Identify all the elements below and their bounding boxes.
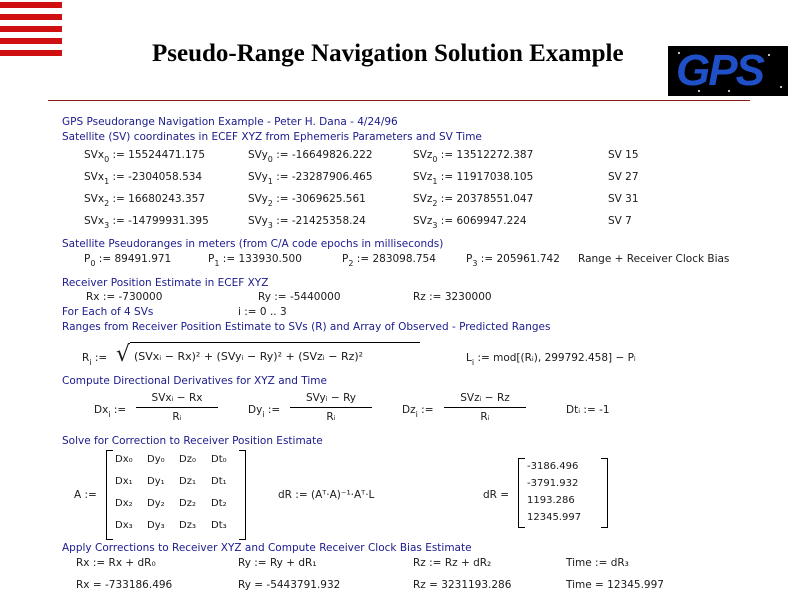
sv-z-name: SVz [413,215,433,227]
receiver-heading: Receiver Position Estimate in ECEF XYZ [62,277,269,289]
sv-z-index: 3 [432,221,438,230]
pseudorange-value: := 89491.971 [98,253,172,265]
derivative-index: i [415,410,418,419]
a-matrix-cell: Dz₃ [179,520,196,531]
correction-ry: Ry := Ry + dR₁ [238,557,317,569]
a-matrix-cell: Dy₃ [147,520,165,531]
result-rz: Rz = 3231193.286 [413,579,512,591]
sv-z-value: := 11917038.105 [440,171,534,183]
correction-time: Time := dR₃ [566,557,629,569]
derivative-index: i [108,410,111,419]
sv-z-index: 0 [432,155,438,164]
dr-value: -3791.932 [527,478,579,489]
sv-x-cell [84,193,205,208]
sv-x-value: := -14799931.395 [112,215,209,227]
a-matrix-cell: Dx₃ [115,520,133,531]
sv-z-cell [413,149,534,164]
dr-value: 12345.997 [527,512,582,523]
range-index: i := 0 .. 3 [238,306,287,318]
dr-value: -3186.496 [527,461,579,472]
a-label: A := [74,489,97,501]
derivative-numerator: SVxᵢ − Rx [151,392,203,404]
derivative-lhs: $Dz_i$ := [402,404,434,419]
sv-z-cell [413,171,534,186]
derivative-lhs: $Dy_i$ := [248,404,281,419]
derivative-numerator: SVzᵢ − Rz [460,392,510,404]
pseudorange-heading: Satellite Pseudoranges in meters (from C/A code epochs in milliseconds) [62,238,444,250]
a-matrix-cell: Dx₁ [115,476,133,487]
sv-x-cell [84,149,205,164]
pseudorange-value: := 133930.500 [222,253,302,265]
sv-id: SV 31 [608,193,639,205]
sv-x-index: 0 [104,155,110,164]
sv-z-index: 1 [432,177,438,186]
pseudorange-cell [208,253,302,268]
pseudorange-name: P [208,253,215,265]
a-matrix-cell: Dt₃ [211,520,227,531]
r-formula-lhs: $R_i$ := [82,352,108,367]
l-formula: $L_i$ := mod[(Rᵢ), 299792.458] − Pᵢ [466,352,636,367]
pseudorange-cell [466,253,560,268]
fraction-bar [136,407,218,408]
derivative-denominator: Rᵢ [326,411,336,423]
sv-y-cell [248,193,366,208]
receiver-rx: Rx := -730000 [86,291,163,303]
sv-x-value: := 16680243.357 [112,193,205,205]
sv-z-cell [413,215,527,230]
satellite-heading: Satellite (SV) coordinates in ECEF XYZ from Ephemeris Parameters and SV Time [62,131,482,143]
slide-title: Pseudo-Range Navigation Solution Example [152,40,624,67]
sv-x-index: 3 [104,221,110,230]
a-matrix-cell: Dy₀ [147,454,165,465]
pseudorange-value: := 283098.754 [356,253,436,265]
a-matrix-cell: Dx₀ [115,454,133,465]
sv-z-name: SVz [413,171,433,183]
gps-logo-text: GPS [676,46,763,95]
title-divider [48,100,750,101]
derivative-name: Dx [94,404,109,416]
sv-y-index: 2 [267,199,273,208]
sv-z-index: 2 [432,199,438,208]
derivative-numerator: SVyᵢ − Ry [305,392,357,404]
result-rx: Rx = -733186.496 [76,579,173,591]
sv-x-name: SVx [84,215,105,227]
sv-z-name: SVz [413,149,433,161]
sv-y-value: := -21425358.24 [276,215,366,227]
dr-value: 1193.286 [527,495,575,506]
r-formula-body: (SVxᵢ − Rx)² + (SVyᵢ − Ry)² + (SVzᵢ − Rz)² [134,350,364,363]
sv-y-value: := -23287906.465 [276,171,373,183]
a-matrix-cell: Dz₁ [179,476,196,487]
dt-formula: Dtᵢ := -1 [566,404,610,416]
foreach-label: For Each of 4 SVs [62,306,154,318]
sv-y-index: 3 [267,221,273,230]
gps-logo [668,46,788,96]
a-matrix-cell: Dt₀ [211,454,227,465]
red-stripes-decoration [0,0,62,64]
sv-z-cell [413,193,534,208]
pseudorange-index: 0 [90,259,96,268]
result-time: Time = 12345.997 [566,579,664,591]
dr-formula: dR := (Aᵀ·A)⁻¹·Aᵀ·L [278,489,375,501]
correction-rz: Rz := Rz + dR₂ [413,557,492,569]
derivative-lhs: $Dx_i$ := [94,404,127,419]
sv-x-name: SVx [84,171,105,183]
pseudorange-cell [342,253,436,268]
derivative-name: Dz [402,404,416,416]
pseudorange-value: := 205961.742 [480,253,560,265]
sv-z-value: := 6069947.224 [440,215,527,227]
derivatives-heading: Compute Directional Derivatives for XYZ and Time [62,375,327,387]
a-matrix-cell: Dt₂ [211,498,227,509]
sv-x-index: 1 [104,177,110,186]
sv-z-name: SVz [413,193,433,205]
dr-vector [518,458,608,528]
sv-y-index: 0 [267,155,273,164]
a-matrix-cell: Dt₁ [211,476,227,487]
ranges-heading: Ranges from Receiver Position Estimate to SVs (R) and Array of Observed - Predicted Ranges [62,321,551,333]
pseudorange-name: P [342,253,349,265]
sv-id: SV 15 [608,149,639,161]
caption: GPS Pseudorange Navigation Example - Peter H. Dana - 4/24/96 [62,116,398,128]
pseudorange-note: Range + Receiver Clock Bias [578,253,730,265]
derivative-denominator: Rᵢ [172,411,182,423]
sv-y-name: SVy [248,215,268,227]
pseudorange-index: 2 [348,259,354,268]
result-ry: Ry = -5443791.932 [238,579,341,591]
a-matrix-cell: Dy₂ [147,498,165,509]
fraction-bar [290,407,372,408]
a-matrix-cell: Dz₀ [179,454,196,465]
sv-y-value: := -16649826.222 [276,149,373,161]
correction-rx: Rx := Rx + dR₀ [76,557,156,569]
sv-x-value: := -2304058.534 [112,171,203,183]
sv-id: SV 27 [608,171,639,183]
pseudorange-index: 3 [472,259,478,268]
a-matrix [106,450,246,540]
receiver-rz: Rz := 3230000 [413,291,492,303]
pseudorange-index: 1 [214,259,220,268]
fraction-bar [444,407,526,408]
apply-heading: Apply Corrections to Receiver XYZ and Compute Receiver Clock Bias Estimate [62,542,472,554]
sv-y-index: 1 [267,177,273,186]
sv-x-cell [84,215,209,230]
sv-x-name: SVx [84,149,105,161]
derivative-name: Dy [248,404,263,416]
a-matrix-cell: Dx₂ [115,498,133,509]
solve-heading: Solve for Correction to Receiver Position Estimate [62,435,323,447]
dr-label: dR = [483,489,510,501]
sv-z-value: := 13512272.387 [440,149,534,161]
a-matrix-cell: Dy₁ [147,476,165,487]
derivative-denominator: Rᵢ [480,411,490,423]
sv-y-value: := -3069625.561 [276,193,366,205]
pseudorange-name: P [84,253,91,265]
sv-y-name: SVy [248,171,268,183]
sv-y-cell [248,149,373,164]
sqrt-sign: √ [116,342,131,367]
sv-x-cell [84,171,203,186]
sv-z-value: := 20378551.047 [440,193,534,205]
sv-y-name: SVy [248,193,268,205]
a-matrix-cell: Dz₂ [179,498,196,509]
sv-y-name: SVy [248,149,268,161]
derivative-index: i [262,410,265,419]
sqrt-overline [130,342,420,343]
pseudorange-cell [84,253,172,268]
sv-y-cell [248,215,366,230]
sv-x-value: := 15524471.175 [112,149,205,161]
sv-y-cell [248,171,373,186]
sv-x-index: 2 [104,199,110,208]
pseudorange-name: P [466,253,473,265]
sv-id: SV 7 [608,215,632,227]
sv-x-name: SVx [84,193,105,205]
receiver-ry: Ry := -5440000 [258,291,341,303]
